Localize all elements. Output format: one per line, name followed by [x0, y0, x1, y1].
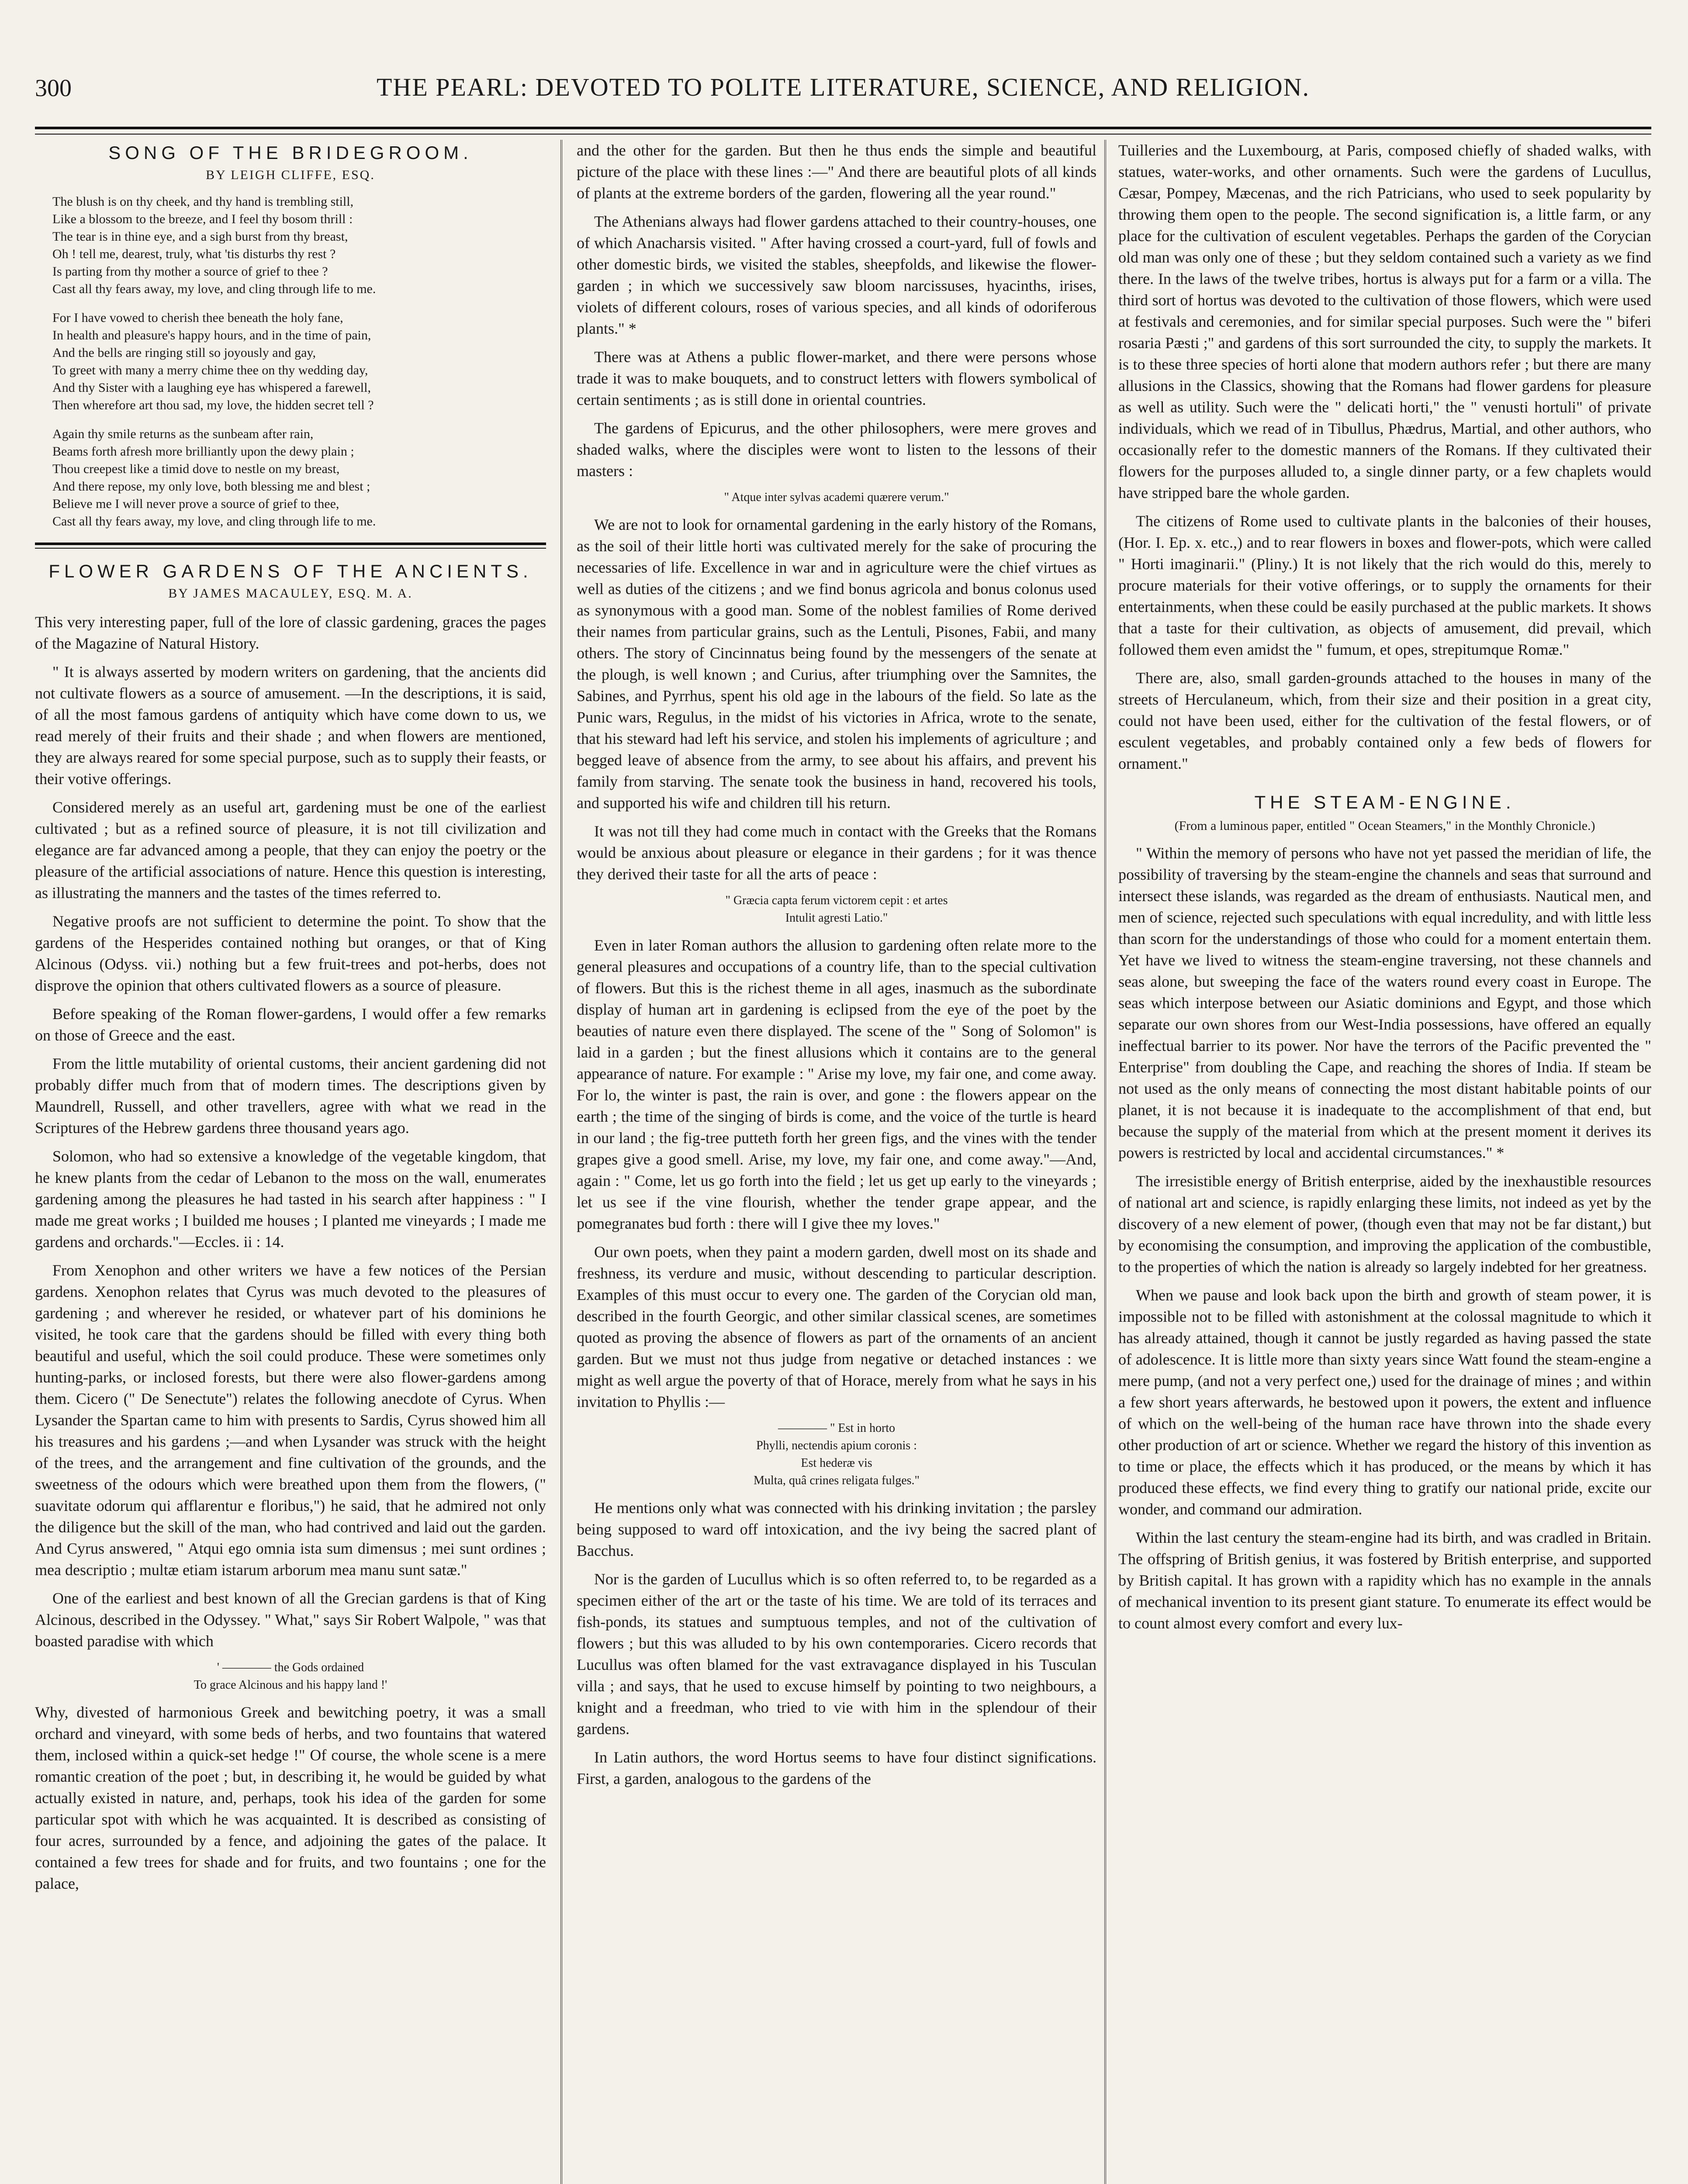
- paragraph: This very interesting paper, full of the lore of classic gardening, graces the pages of the Magazine of Natural History.: [35, 613, 546, 652]
- poem-line: Is parting from thy mother a source of grief to thee ?: [52, 264, 328, 279]
- poem-title: SONG OF THE BRIDEGROOM.: [108, 142, 473, 163]
- article-title: FLOWER GARDENS OF THE ANCIENTS.: [48, 561, 533, 581]
- paragraph: The gardens of Epicurus, and the other philosophers, were mere groves and shaded walks, where the disciples were wont to listen to the lessons of their masters :: [577, 419, 1097, 480]
- paragraph: When we pause and look back upon the birth and growth of steam power, it is impossible not to be filled with astonishment at the colossal magnitude to which it has already attained, though it cannot be justly regarded as having passed the state of adolescence. It is little more than sixty years since Watt found the steam-engine a mere pump, (and not a very perfect one,) used for the drainage of mines ; and within a few short years afterwards, he bestowed upon it powers, the extent and influence of which on the well-being of the human race have thrown into the shade every other production of art or science. Whether we regard the history of this invention as to time or place, the effects which it has produced, or the means by which it has produced these effects, we find every thing to gratify our national pride, excite our wonder, and command our admiration.: [1118, 1286, 1651, 1518]
- paragraph: " It is always asserted by modern writers on gardening, that the ancients did not cultivate flowers as a source of amusement. —In the descriptions, it is said, of all the most famous gardens of antiquity which have come down to us, we read merely of their fruits and their shade ; and when flowers are mentioned, they are always reared for some special purpose, such as to supply their feasts, or their votive offerings.: [35, 663, 546, 788]
- poem-line: Again thy smile returns as the sunbeam after rain,: [52, 427, 314, 441]
- column-1: [35, 140, 546, 2184]
- quote-line: Multa, quâ crines religata fulges.": [754, 1474, 920, 1487]
- paragraph: Considered merely as an useful art, gardening must be one of the earliest cultivated ; but as a refined source of pleasure, it is not till civilization and elegance are far advanced among a people, that they can enjoy the poetry or the pleasure of the artificial associations of nature. Hence this question is interesting, as illustrating the manners and the tastes of the times referred to.: [35, 798, 546, 902]
- running-title: THE PEARL: DEVOTED TO POLITE LITERATURE, SCIENCE, AND RELIGION.: [377, 73, 1310, 101]
- quote-line: " Atque inter sylvas academi quærere verum.": [724, 491, 949, 504]
- quote-line: ' ———— the Gods ordained: [217, 1661, 364, 1674]
- paragraph: Within the last century the steam-engine had its birth, and was cradled in Britain. The offspring of British genius, it was fostered by British enterprise, and supported by British capital. It has grown with a rapidity which has no example in the annals of mechanical invention to its present giant stature. To enumerate its effect would be to count almost every comfort and every lux-: [1118, 1529, 1651, 1632]
- poem-line: To greet with many a merry chime thee on thy wedding day,: [52, 363, 368, 377]
- poem-line: Thou creepest like a timid dove to nestle on my breast,: [52, 462, 340, 476]
- poem-line: Like a blossom to the breeze, and I feel thy bosom thrill :: [52, 212, 353, 226]
- paragraph: One of the earliest and best known of all the Grecian gardens is that of King Alcinous, described in the Odyssey. " What," says Sir Robert Walpole, " was that boasted paradise with which: [35, 1590, 546, 1650]
- paragraph: The Athenians always had flower gardens attached to their country-houses, one of which Anacharsis visited. " After having crossed a court-yard, full of fowls and other domestic birds, we visited the stables, sheepfolds, and likewise the flower-garden ; in which we successively saw bloom narcissuses, hyacinths, irises, violets of different colours, roses of various species, and all kinds of odoriferous plants." *: [577, 213, 1097, 337]
- verse-quote: [577, 489, 1097, 506]
- poem-line: Cast all thy fears away, my love, and cling through life to me.: [52, 282, 376, 296]
- paragraph: Negative proofs are not sufficient to determine the point. To show that the gardens of the Hesperides contained nothing but oranges, or that of King Alcinous (Odyss. vii.) nothing but a few fruit-trees and pot-herbs, does not disprove the opinion that others cultivated flowers as a source of pleasure.: [35, 912, 546, 994]
- poem-line: Beams forth afresh more brilliantly upon the dewy plain ;: [52, 444, 354, 459]
- paragraph: Even in later Roman authors the allusion to gardening often relate more to the general pleasures and occupations of a country life, than to the special cultivation of flowers. But this is the richest theme in all ages, inasmuch as the subordinate display of human art in gardening is eclipsed from the eye of the poet by the beauties of nature even there displayed. The scene of the " Song of Solomon" is laid in a garden ; but the finest allusions which it contains are to the general appearance of nature. For example : " Arise my love, my fair one, and come away. For lo, the winter is past, the rain is over, and gone : the flowers appear on the earth ; the time of the singing of birds is come, and the voice of the turtle is heard in our land ; the fig-tree putteth forth her green figs, and the vines with the tender grapes give a good smell. Arise, my love, my fair one, and come away."—And, again : " Come, let us go forth into the field ; let us get up early to the vineyards ; let us see if the vine flourish, whether the tender grape appear, and the pomegranates bud forth : there will I give thee my loves.": [577, 936, 1097, 1232]
- paragraph: We are not to look for ornamental gardening in the early history of the Romans, as the soil of their little horti was cultivated merely for the sake of procuring the necessaries of life. Excellence in war and in agriculture were the chief virtues as well as duties of the citizens ; and we find bonus agricola and bonus colonus used as synonymous with a good man. Some of the noblest families of Rome derived their names from particular grains, such as the Lentuli, Pisones, Fabii, and many others. The story of Cincinnatus being found by the messengers of the senate at the plough, is well known ; and Curius, after triumphing over the Samnites, the Sabines, and Pyrrhus, spent his old age in the labours of the field. So late as the Punic wars, Regulus, in the midst of his victories in Africa, wrote to the senate, that his steward had left his service, and stolen his implements of agriculture ; and begged leave of absence from the army, to see about his affairs, and prevent his family from starving. The senate took the business in hand, recovered his tools, and supported his wife and children till his return.: [577, 516, 1097, 812]
- column-divider: [560, 140, 562, 2184]
- paragraph: There are, also, small garden-grounds attached to the houses in many of the streets of Herculaneum, which, from their size and their position in a great city, could not have been used, either for the cultivation of the festal flowers, or of esculent vegetables, and probably contained only a few beds of flowers for ornament.": [1118, 669, 1651, 772]
- paragraph: Before speaking of the Roman flower-gardens, I would offer a few remarks on those of Greece and the east.: [35, 1005, 546, 1044]
- paragraph: Our own poets, when they paint a modern garden, dwell most on its shade and freshness, its verdure and music, without descending to particular description. Examples of this must occur to every one. The garden of the Corycian old man, described in the fourth Georgic, and other similar classical scenes, are sometimes quoted as proving the absence of flowers as part of the ornaments of an ancient garden. But we must not thus judge from negative or detached instances : we might as well argue the poverty of that of Horace, merely from what he says in his invitation to Phyllis :—: [577, 1243, 1097, 1410]
- paragraph: From the little mutability of oriental customs, their ancient gardening did not probably differ much from that of modern times. The descriptions given by Maundrell, Russell, and other travellers, agree with what we read in the Scriptures of the Hebrew gardens three thousand years ago.: [35, 1055, 546, 1137]
- paragraph: Nor is the garden of Lucullus which is so often referred to, to be regarded as a specimen either of the art or the taste of his time. We are told of its terraces and fish-ponds, its statues and sumptuous temples, and not of the cultivation of flowers ; but this was alluded to by his own contemporaries. Cicero records that Lucullus was often blamed for the vast extravagance displayed in his Tusculan villa ; and says, that he used to excuse himself by pointing to two neighbours, a knight and a freedman, who tried to vie with him in the splendour of their gardens.: [577, 1570, 1097, 1738]
- paragraph: The citizens of Rome used to cultivate plants in the balconies of their houses, (Hor. I. Ep. x. etc.,) and to rear flowers in boxes and flower-pots, which were called " Horti imaginarii." (Pliny.) It is not likely that the rich would do this, merely to procure materials for their votive offerings, or to supply the ornaments for their entertainments, when these could be easily purchased at the public markets. It shows that a taste for their cultivation, as objects of amusement, did prevail, which followed them even amidst the " fumum, et opes, strepitumque Romæ.": [1118, 512, 1651, 658]
- quote-line: Est hederæ vis: [801, 1456, 872, 1470]
- paragraph: and the other for the garden. But then he thus ends the simple and beautiful picture of the place with these lines :—" And there are beautiful plots of all kinds of plants at the extreme borders of the garden, flowering all the year round.": [577, 142, 1097, 202]
- column-3: [1118, 140, 1651, 2184]
- paragraph: From Xenophon and other writers we have a few notices of the Persian gardens. Xenophon relates that Cyrus was much devoted to the pleasures of gardening ; and wherever he resided, or whatever part of his dominions he visited, he took care that the gardens should be filled with every thing both beautiful and useful, which the soil could produce. These were sometimes only hunting-parks, or inclosed forests, but there were also flower-gardens among them. Cicero (" De Senectute") relates the following anecdote of Cyrus. When Lysander the Spartan came to him with presents to Sardis, Cyrus showed him all his treasures and his gardens ;—and when Lysander was struck with the height of the trees, and the arrangement and fine cultivation of the grounds, and the sweetness of the odours which were breathed upon them from the flowers, (" suavitate odorum qui afflarentur e floribus,") he said, that he admired not only the diligence but the skill of the man, who had contrived and laid out the garden. And Cyrus answered, " Atqui ego omnia ista sum dimensus ; mei sunt ordines ; mea descriptio ; multæ etiam istarum arborum mea manu sunt satæ.": [35, 1261, 546, 1579]
- quote-line: " Græcia capta ferum victorem cepit : et artes: [725, 894, 948, 907]
- paragraph: Tuilleries and the Luxembourg, at Paris, composed chiefly of shaded walks, with statues, water-works, and other ornaments. Such were the gardens of Lucullus, Cæsar, Pompey, Mæcenas, and the rich Patricians, who used to seek popularity by throwing them open to the people. The second signification is, a little farm, or any place for the cultivation of esculent vegetables. Perhaps the garden of the Corycian old man was only one of these ; but they seldom contained such a variety as we find there. In the laws of the twelve tribes, hortus is always put for a farm or a villa. The third sort of hortus was devoted to the cultivation of those flowers, which were used at festivals and ceremonies, and for similar special purposes. Such were the " biferi rosaria Pæsti ;" and gardens of this sort surrounded the city, to supply the markets. It is to these three species of horti alone that modern authors refer ; but there are many allusions in the Classics, showing that the Romans had flower gardens for pleasure as well as utility. Such were the " delicati horti," the " venusti hortuli" of private individuals, which we read of in Tibullus, Phædrus, Martial, and other authors, who occasionally refer to the domestic manners of the Romans. If they cultivated their flowers for the purposes alluded to, a single dinner party, or a few chaplets would have stripped bare the whole garden.: [1118, 142, 1651, 501]
- poem-stanza: [52, 193, 546, 298]
- column-2: [577, 140, 1097, 2184]
- poem-byline: BY LEIGH CLIFFE, ESQ.: [206, 168, 375, 182]
- paragraph: He mentions only what was connected with his drinking invitation ; the parsley being supposed to ward off intoxication, and the ivy being the sacred plant of Bacchus.: [577, 1499, 1097, 1559]
- paragraph: The irresistible energy of British enterprise, aided by the inexhaustible resources of national art and science, is rapidly enlarging these limits, not indeed as yet by the discovery of a new element of power, (though even that may not be far distant,) but by economising the consumption, and improving the application of the combustible, to the properties of which the nation is already so largely indebted for her greatness.: [1118, 1172, 1651, 1275]
- page-number: 300: [35, 75, 72, 102]
- poem-line: And thy Sister with a laughing eye has whispered a farewell,: [52, 380, 371, 395]
- article-subhead: (From a luminous paper, entitled " Ocean Steamers," in the Monthly Chronicle.): [1174, 819, 1595, 833]
- quote-line: To grace Alcinous and his happy land !': [194, 1678, 387, 1692]
- paragraph: " Within the memory of persons who have not yet passed the meridian of life, the possibility of traversing by the steam-engine the channels and seas that surround and intersect these islands, was regarded as the dream of enthusiasts. Nautical men, and men of science, rejected such speculations with equal incredulity, and with little less than scorn for the understandings of those who could for a moment entertain them. Yet have we lived to witness the steam-engine traversing, not these channels and seas alone, but sweeping the face of the waters round every coast in Europe. The seas which interpose between our Asiatic dominions and Egypt, and those which separate our own shores from our West-India possessions, have offered an equally ineffectual barrier to its power. Nor have the terrors of the Pacific prevented the " Enterprise" from doubling the Cape, and reaching the shores of India. If steam be not used as the only means of connecting the most distant habitable points of our planet, it is not because it is inadequate to the accomplishment of that end, but because the supply of the material from which at the present moment it derives its powers is restricted by local and accidental circumstances." *: [1118, 844, 1651, 1161]
- paragraph: Why, divested of harmonious Greek and bewitching poetry, it was a small orchard and vineyard, with some beds of herbs, and two fountains that watered them, inclosed within a quick-set hedge !" Of course, the whole scene is a mere romantic creation of the poet ; but, in describing it, he would be guided by what actually existed in nature, and, perhaps, took his idea of the garden for some particular spot with which he was acquainted. It is described as consisting of four acres, surrounded by a fence, and adjoining the gates of the palace. It contained a few trees for shade and for fruits, and two fountains ; one for the palace,: [35, 1704, 546, 1892]
- poem-line: The blush is on thy cheek, and thy hand is trembling still,: [52, 194, 354, 209]
- paragraph: There was at Athens a public flower-market, and there were persons whose trade it was to make bouquets, and to construct letters with flowers symbolical of certain sentiments ; as is still done in oriental countries.: [577, 348, 1097, 408]
- poem-line: And the bells are ringing still so joyously and gay,: [52, 346, 316, 360]
- paragraph: Solomon, who had so extensive a knowledge of the vegetable kingdom, that he knew plants from the cedar of Lebanon to the moss on the wall, enumerates gardening among the pleasures he had tasted in his search after happiness : " I made me great works ; I builded me houses ; I planted me vineyards ; I made me gardens and orchards."—Eccles. ii : 14.: [35, 1147, 546, 1251]
- page-header: [35, 66, 1651, 114]
- poem-line: Oh ! tell me, dearest, truly, what 'tis disturbs thy rest ?: [52, 247, 336, 261]
- quote-line: ———— " Est in horto: [778, 1421, 896, 1435]
- poem-line: The tear is in thine eye, and a sigh burst from thy breast,: [52, 229, 348, 244]
- quote-line: Intulit agresti Latio.": [785, 911, 888, 925]
- poem-stanza: [52, 425, 546, 530]
- poem-line: Then wherefore art thou sad, my love, the hidden secret tell ?: [52, 398, 374, 412]
- verse-quote: [35, 1659, 546, 1694]
- paragraph: In Latin authors, the word Hortus seems to have four distinct significations. First, a garden, analogous to the gardens of the: [577, 1749, 1097, 1787]
- poem-line: Believe me I will never prove a source of grief to thee,: [52, 497, 339, 511]
- poem-line: And there repose, my only love, both blessing me and blest ;: [52, 479, 370, 494]
- column-divider: [1104, 140, 1106, 2184]
- poem-stanza: [52, 309, 546, 414]
- poem-line: For I have vowed to cherish thee beneath the holy fane,: [52, 311, 343, 325]
- poem-line: Cast all thy fears away, my love, and cling through life to me.: [52, 514, 376, 529]
- verse-quote: [577, 892, 1097, 927]
- header-rule: [35, 127, 1651, 135]
- verse-quote: [577, 1420, 1097, 1489]
- quote-line: Phylli, nectendis apium coronis :: [756, 1439, 917, 1452]
- poem-line: In health and pleasure's happy hours, and in the time of pain,: [52, 328, 371, 342]
- section-rule: [35, 543, 546, 549]
- article-title: THE STEAM-ENGINE.: [1254, 792, 1515, 812]
- article-byline: BY JAMES MACAULEY, ESQ. M. A.: [168, 586, 413, 601]
- paragraph: It was not till they had come much in contact with the Greeks that the Romans would be anxious about pleasure or elegance in their gardens ; for it was thence they derived their taste for all the arts of peace :: [577, 822, 1097, 883]
